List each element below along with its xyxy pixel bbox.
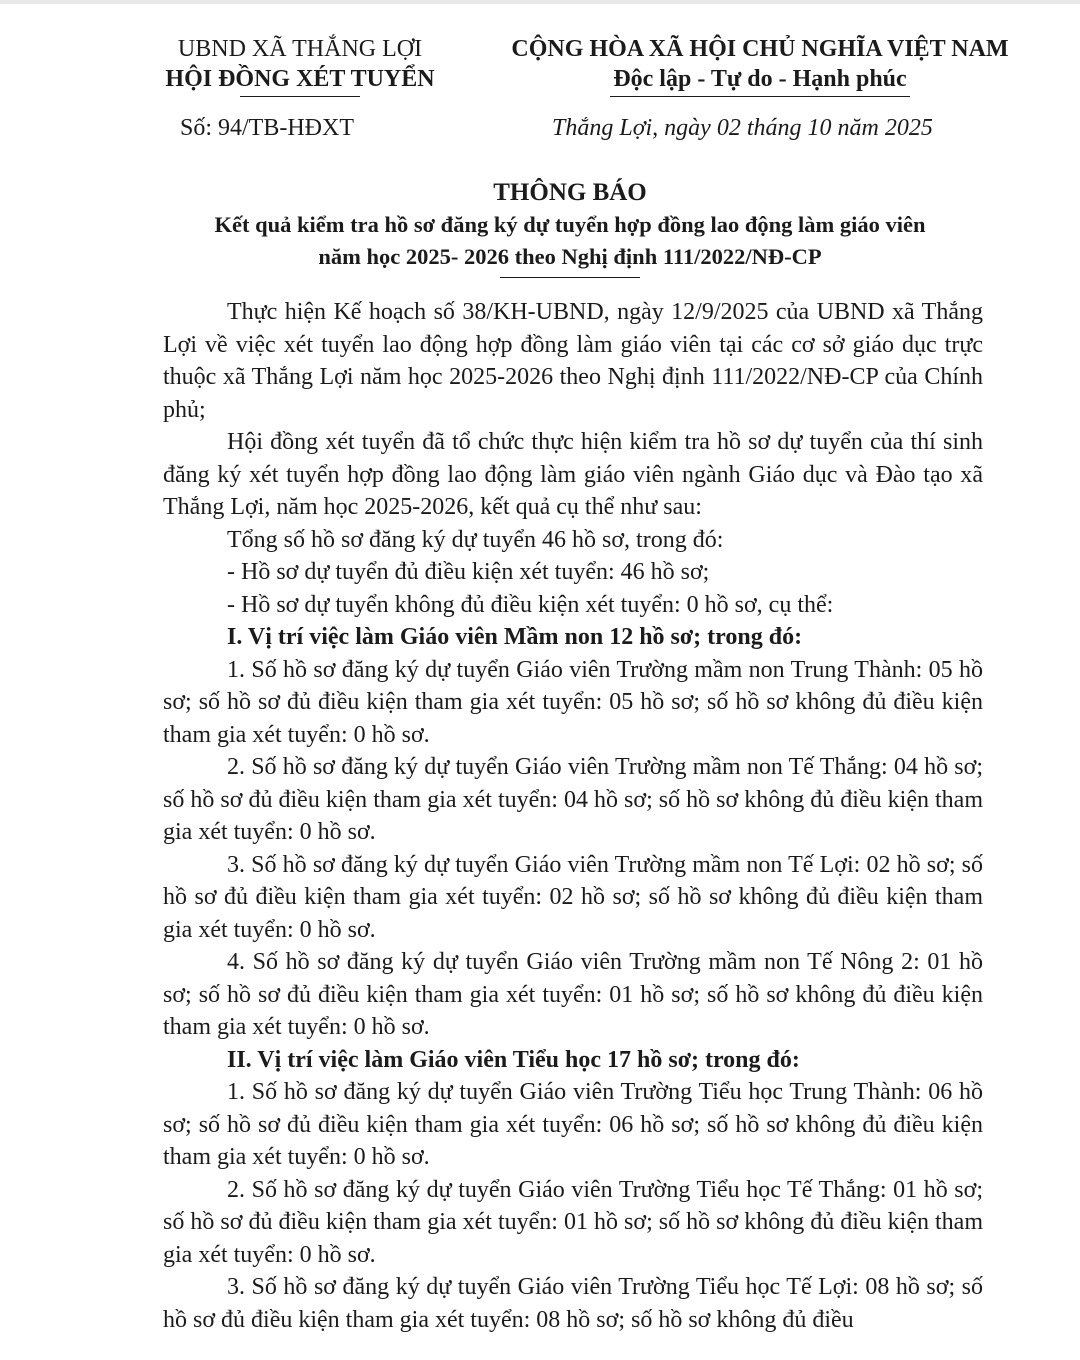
list-item: 1. Số hồ sơ đăng ký dự tuyển Giáo viên Trường mầm non Trung Thành: 05 hồ sơ; số hồ sơ đủ điều kiện tham gia xét tuyển: 05 hồ sơ; số hồ sơ không đủ điều kiện tham gia xét tuyển: 0 hồ sơ.	[163, 656, 983, 748]
document-subtitle-line2: năm học 2025- 2026 theo Nghị định 111/2022/NĐ-CP	[318, 244, 822, 269]
paragraph-total: Tổng số hồ sơ đăng ký dự tuyển 46 hồ sơ, trong đó:	[227, 526, 724, 553]
document-number: Số: 94/TB-HĐXT	[180, 115, 354, 141]
list-item: 4. Số hồ sơ đăng ký dự tuyển Giáo viên Trường mầm non Tế Nông 2: 01 hồ sơ; số hồ sơ đủ điều kiện tham gia xét tuyển: 01 hồ sơ; số hồ sơ không đủ điều kiện tham gia xét tuyển: 0 hồ sơ.	[163, 949, 983, 1040]
paragraph-eligible: - Hồ sơ dự tuyển đủ điều kiện xét tuyển: 46 hồ sơ;	[227, 559, 710, 585]
paragraph-council-statement: Hội đồng xét tuyển đã tổ chức thực hiện kiểm tra hồ sơ dự tuyển của thí sinh đăng ký xét tuyển hợp đồng lao động làm giáo viên ngành Giáo dục và Đào tạo xã Thắng Lợi, năm học 2025-2026, kết quả cụ thể như sau:	[163, 429, 983, 520]
national-header	[500, 34, 1020, 97]
paragraph-plan-reference: Thực hiện Kế hoạch số 38/KH-UBND, ngày 12/9/2025 của UBND xã Thắng Lợi về việc xét tuyển lao động hợp đồng làm giáo viên tại các cơ sở giáo dục trực thuộc xã Thắng Lợi năm học 2025-2026 theo Nghị định 111/2022/NĐ-CP của Chính phủ;	[163, 299, 983, 423]
list-item: 3. Số hồ sơ đăng ký dự tuyển Giáo viên Trường Tiểu học Tế Lợi: 08 hồ sơ; số hồ sơ đủ điều kiện tham gia xét tuyển: 08 hồ sơ; số hồ sơ không đủ điều	[163, 1274, 983, 1333]
agency-name: UBND XÃ THẮNG LỢI	[177, 36, 423, 62]
document-title-block	[100, 177, 1040, 278]
document-title: THÔNG BÁO	[493, 179, 647, 206]
title-underline	[500, 277, 640, 278]
list-item: 2. Số hồ sơ đăng ký dự tuyển Giáo viên Trường mầm non Tế Thắng: 04 hồ sơ; số hồ sơ đủ điều kiện tham gia xét tuyển: 04 hồ sơ; số hồ sơ không đủ điều kiện tham gia xét tuyển: 0 hồ sơ.	[163, 754, 983, 845]
document-date: Thắng Lợi, ngày 02 tháng 10 năm 2025	[552, 115, 933, 141]
section-heading-primary: II. Vị trí việc làm Giáo viên Tiểu học 17 hồ sơ; trong đó:	[227, 1046, 800, 1073]
motto-underline	[610, 96, 910, 97]
document-body	[163, 296, 983, 1336]
national-motto: Độc lập - Tự do - Hạnh phúc	[613, 66, 907, 92]
list-item: 1. Số hồ sơ đăng ký dự tuyển Giáo viên Trường Tiểu học Trung Thành: 06 hồ sơ; số hồ sơ đủ điều kiện tham gia xét tuyển: 06 hồ sơ; số hồ sơ không đủ điều kiện tham gia xét tuyển: 0 hồ sơ.	[163, 1079, 983, 1170]
page-top-edge	[0, 0, 1080, 4]
agency-header	[150, 34, 450, 97]
section-heading-kindergarten: I. Vị trí việc làm Giáo viên Mầm non 12 hồ sơ; trong đó:	[227, 624, 803, 650]
national-title: CỘNG HÒA XÃ HỘI CHỦ NGHĨA VIỆT NAM	[511, 36, 1009, 62]
council-name: HỘI ĐỒNG XÉT TUYỂN	[165, 66, 435, 92]
list-item: 3. Số hồ sơ đăng ký dự tuyển Giáo viên Trường mầm non Tế Lợi: 02 hồ sơ; số hồ sơ đủ điều kiện tham gia xét tuyển: 02 hồ sơ; số hồ sơ không đủ điều kiện tham gia xét tuyển: 0 hồ sơ.	[163, 851, 983, 943]
agency-underline	[240, 96, 360, 97]
paragraph-ineligible: - Hồ sơ dự tuyển không đủ điều kiện xét tuyển: 0 hồ sơ, cụ thể:	[227, 591, 834, 618]
document-subtitle-line1: Kết quả kiểm tra hồ sơ đăng ký dự tuyển hợp đồng lao động làm giáo viên	[214, 212, 926, 237]
list-item: 2. Số hồ sơ đăng ký dự tuyển Giáo viên Trường Tiểu học Tế Thắng: 01 hồ sơ; số hồ sơ đủ điều kiện tham gia xét tuyển: 01 hồ sơ; số hồ sơ không đủ điều kiện tham gia xét tuyển: 0 hồ sơ.	[163, 1176, 983, 1268]
